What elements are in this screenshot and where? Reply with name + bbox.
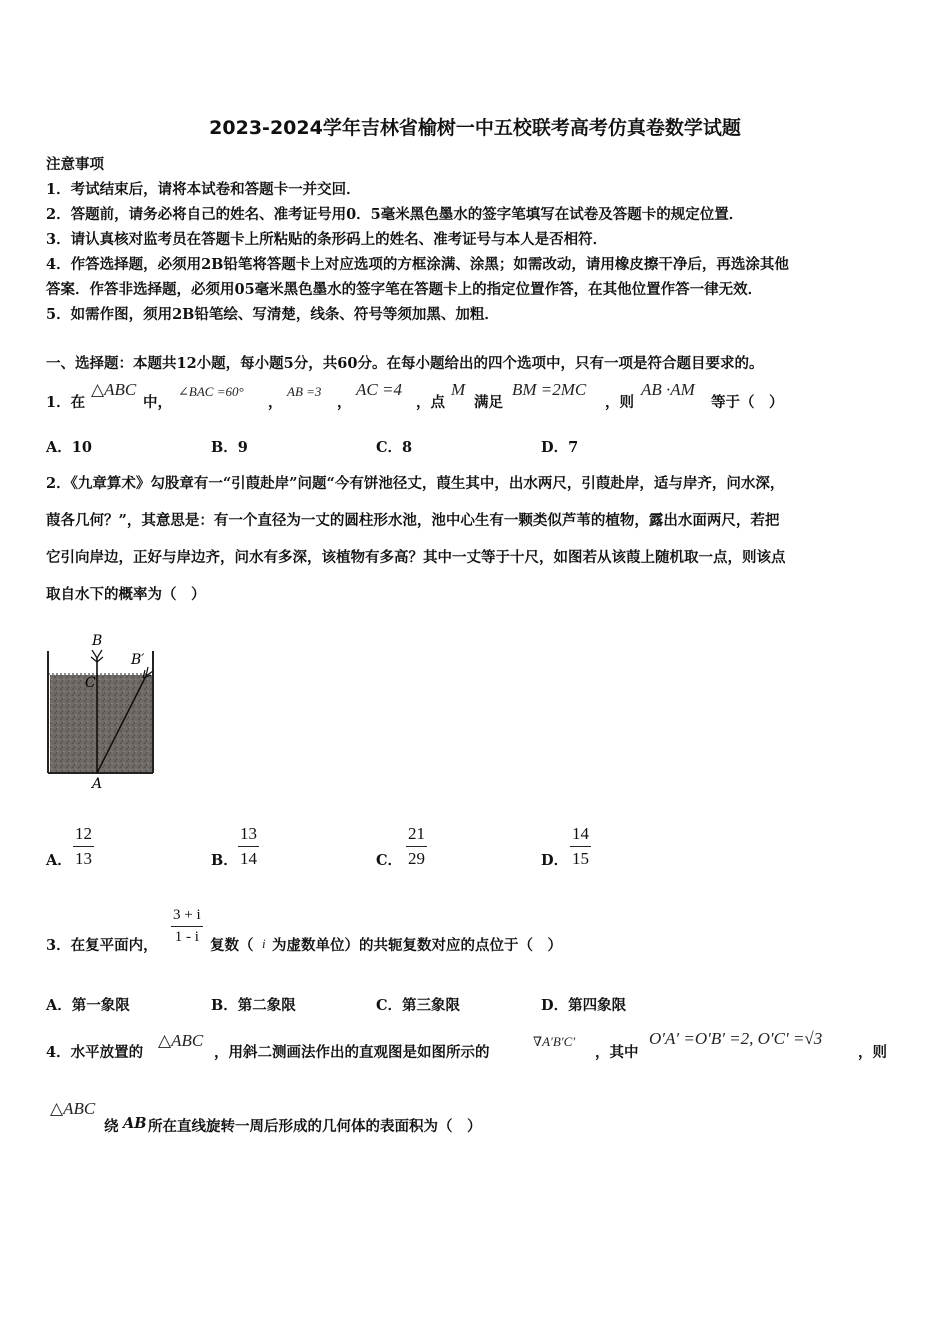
q4-text: AB xyxy=(123,1115,147,1132)
q4-math: △ABC xyxy=(50,1099,96,1118)
notice-item: 2．答题前，请务必将自己的姓名、准考证号用0．5毫米黑色墨水的签字笔填写在试卷及答题卡的规定位置． xyxy=(46,206,744,223)
fraction-denominator: 1 - i xyxy=(174,929,199,945)
fraction-numerator: 14 xyxy=(572,824,589,843)
q1-math: AB ·AM xyxy=(641,380,695,399)
q4-text: ，其中 xyxy=(595,1044,639,1061)
fraction-bar xyxy=(171,926,203,927)
label-B-prime: B′ xyxy=(131,652,145,668)
q2-line: 2．《九章算术》勾股章有一“引葭赴岸”问题“今有饼池径丈，葭生其中，出水两尺，引葭赴岸，适与岸齐，问水深， xyxy=(46,475,785,492)
notice-item: 4．作答选择题，必须用2B铅笔将答题卡上对应选项的方框涂满、涂黑；如需改动，请用橡皮擦干净后，再选涂其他 xyxy=(46,256,789,273)
fraction-numerator: 12 xyxy=(75,824,92,843)
q2-option-d-label: D． xyxy=(541,852,569,869)
q2-option-a-fraction xyxy=(73,824,94,869)
q1-math: AB =3 xyxy=(287,384,322,399)
q1-option-b: B．9 xyxy=(211,439,248,456)
q1-text: ，点 xyxy=(416,394,445,411)
label-A: A xyxy=(92,776,103,792)
q3-math: i xyxy=(262,936,266,951)
fraction-denominator: 14 xyxy=(240,849,257,868)
q2-line: 它引向岸边，正好与岸边齐，问水有多深，该植物有多高？其中一丈等于十尺，如图若从该葭上随机取一点，则该点 xyxy=(46,549,786,566)
notice-heading: 注意事项 xyxy=(46,156,104,173)
fraction-bar xyxy=(238,846,259,847)
q4-math: O′A′ =O′B′ =2, O′C′ =√3 xyxy=(649,1029,823,1048)
fraction-numerator: 13 xyxy=(240,824,257,843)
q1-text: ， xyxy=(337,394,352,411)
label-C: C xyxy=(85,675,96,691)
q2-line: 取自水下的概率为（ ） xyxy=(46,586,206,603)
q1-option-d: D．7 xyxy=(541,439,579,456)
q1-math: △ABC xyxy=(91,380,137,399)
q1-text: ，则 xyxy=(605,394,634,411)
notice-item: 3．请认真核对监考员在答题卡上所粘贴的条形码上的姓名、准考证号与本人是否相符． xyxy=(46,231,608,248)
q2-option-d-fraction xyxy=(570,824,591,869)
fraction-denominator: 15 xyxy=(572,849,589,868)
fraction-bar xyxy=(406,846,427,847)
q2-option-b-fraction xyxy=(238,824,259,869)
q1-option-c: C．8 xyxy=(376,439,413,456)
q4-math: ∇A′B′C′ xyxy=(533,1034,576,1049)
q1-option-a: A．10 xyxy=(46,439,92,456)
q3-option-a: A．第一象限 xyxy=(46,997,130,1014)
q1-math: ∠BAC =60° xyxy=(178,384,244,399)
q1-text: ， xyxy=(268,394,283,411)
q2-option-c-fraction xyxy=(406,824,427,869)
q2-option-c-label: C． xyxy=(376,852,403,869)
q3-text: 复数（ xyxy=(210,937,254,954)
q1-text: 满足 xyxy=(474,394,503,411)
q3-option-c: C．第三象限 xyxy=(376,997,461,1014)
q3-text: 为虚数单位）的共轭复数对应的点位于（ ） xyxy=(272,937,562,954)
q1-math: BM =2MC xyxy=(512,380,587,399)
pool-figure xyxy=(42,628,172,792)
page-title: 2023-2024学年吉林省榆树一中五校联考高考仿真卷数学试题 xyxy=(209,117,741,139)
q1-math: M xyxy=(451,380,466,399)
q1-text: 中， xyxy=(143,394,172,411)
q1-math: AC =4 xyxy=(356,380,402,399)
q1-text: 等于（ ） xyxy=(711,394,784,411)
fraction-numerator: 3 + i xyxy=(173,907,201,923)
fraction-bar xyxy=(73,846,94,847)
fraction-denominator: 29 xyxy=(408,849,425,868)
fraction-bar xyxy=(570,846,591,847)
q4-math: △ABC xyxy=(158,1031,204,1050)
q2-option-b-label: B． xyxy=(211,852,238,869)
section-heading: 一、选择题：本题共12小题，每小题5分，共60分。在每小题给出的四个选项中，只有一项是符合题目要求的。 xyxy=(46,355,764,372)
fraction-numerator: 21 xyxy=(408,824,425,843)
fraction-denominator: 13 xyxy=(75,849,92,868)
q3-option-b: B．第二象限 xyxy=(211,997,296,1014)
q1-text: 1．在 xyxy=(46,394,86,411)
notice-item: 1．考试结束后，请将本试卷和答题卡一并交回． xyxy=(46,181,361,198)
q2-option-a-label: A． xyxy=(46,852,72,869)
q4-text: 绕 xyxy=(104,1118,119,1135)
water-fill xyxy=(50,675,152,772)
label-B: B xyxy=(92,633,103,649)
q4-text: ，用斜二测画法作出的直观图是如图所示的 xyxy=(214,1044,490,1061)
q4-text: ，则 xyxy=(858,1044,887,1061)
q3-option-d: D．第四象限 xyxy=(541,997,627,1014)
q3-text: 3．在复平面内， xyxy=(46,937,158,954)
q2-line: 葭各几何？”，其意思是：有一个直径为一丈的圆柱形水池，池中心生有一颗类似芦苇的植物，露出水面两尺，若把 xyxy=(46,512,780,529)
notice-item: 5．如需作图，须用2B铅笔绘、写清楚，线条、符号等须加黑、加粗． xyxy=(46,306,499,323)
q4-text: 4．水平放置的 xyxy=(46,1044,144,1061)
notice-item: 答案．作答非选择题，必须用05毫米黑色墨水的签字笔在答题卡上的指定位置作答，在其他位置作答一律无效． xyxy=(46,281,763,298)
q4-text: 所在直线旋转一周后形成的几何体的表面积为（ ） xyxy=(148,1118,482,1135)
q3-fraction xyxy=(171,907,203,946)
